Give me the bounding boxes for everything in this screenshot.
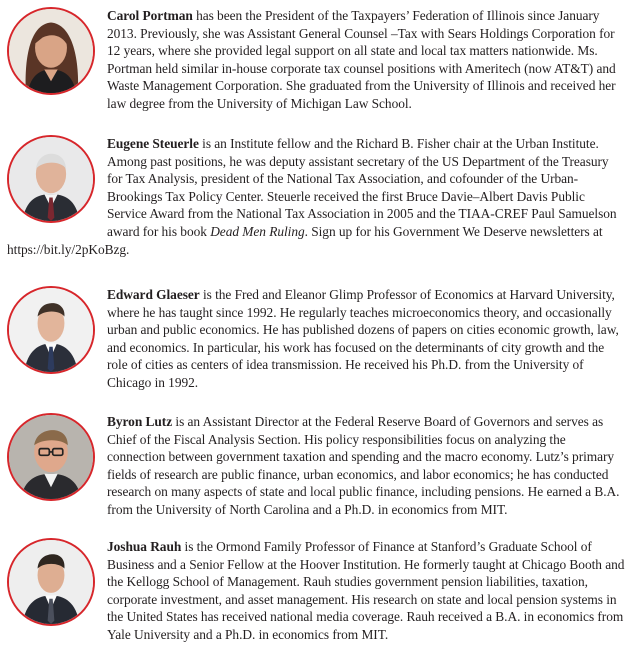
bio-eugene-steuerle — [7, 135, 627, 258]
bio-text: is the Ormond Family Professor of Finance at Stanford’s Graduate School of Business and a Senior Fellow at the Hoover Institution. He formerly taught at Chicago Booth and the Kellogg School of Management. Rauh studies government pension liabilities, taxation, corporate investment, and asset management. His research on state and local pension systems in the United States has received national media coverage. Rauh received a B.A. in economics from Yale University and a Ph.D. in economics from MIT. — [107, 539, 625, 642]
bio-text-continued: . Sign up for his Government We Deserve newsletters at https://bit.ly/2pKoBzg. — [7, 223, 603, 257]
bio-joshua-rauh — [7, 538, 627, 644]
bio-text: has been the President of the Taxpayers’ Federation of Illinois since January 2013. Previously, she was Assistant General Counsel –Tax with Sears Holdings Corporation for 12 years, where she provided legal support on all state and local tax matters nationwide. Ms. Portman held similar in-house corporate tax counsel positions with Ameritech (now AT&T) and Waste Management Corporation. She graduated from the University of Illinois and received her law degree from the University of Michigan Law School. — [107, 8, 616, 111]
bio-name: Joshua Rauh — [107, 539, 182, 554]
book-title: Dead Men Ruling — [210, 223, 305, 239]
portrait-photo — [7, 538, 95, 626]
portrait-photo — [7, 135, 95, 223]
bio-name: Eugene Steuerle — [107, 136, 199, 151]
bio-name: Edward Glaeser — [107, 287, 200, 302]
portrait-photo — [7, 286, 95, 374]
bio-text: is the Fred and Eleanor Glimp Professor of Economics at Harvard University, where he has taught since 1992. He regularly teaches microeconomics theory, and occasionally urban and public economics. He has published dozens of papers on cities economic growth, law, and economics. In particular, his work has focused on the determinants of city growth and the role of cities as centers of idea transmission. He received his Ph.D. from the University of Chicago in 1992. — [107, 287, 619, 390]
bio-edward-glaeser — [7, 286, 627, 392]
bio-name: Carol Portman — [107, 8, 193, 23]
portrait-photo — [7, 413, 95, 501]
bio-text: is an Institute fellow and the Richard B. Fisher chair at the Urban Institute. Among past positions, he was deputy assistant secretary of the US Department of the Treasury for Tax Analysis, president of the National Tax Association, and cofounder of the Urban-Brookings Tax Policy Center. Steuerle received the first Bruce Davie–Albert Davis Public Service Award from the National Tax Association in 2005 and the TIAA-CREF Paul Samuelson award for his book — [107, 136, 617, 239]
bio-byron-lutz — [7, 413, 627, 519]
bio-carol-portman — [7, 7, 627, 113]
bio-name: Byron Lutz — [107, 414, 173, 429]
portrait-photo — [7, 7, 95, 95]
bio-text: is an Assistant Director at the Federal Reserve Board of Governors and serves as Chief of the Fiscal Analysis Section. His policy responsibilities focus on analyzing the connection between government taxation and spending and the macro economy. Lutz’s primary fields of research are public finance, urban economics, and labor economics; he has conducted research on many aspects of state and local public finance, including pensions. He earned a B.A. from the University of North Carolina and a Ph.D. in economics from MIT. — [107, 414, 620, 517]
